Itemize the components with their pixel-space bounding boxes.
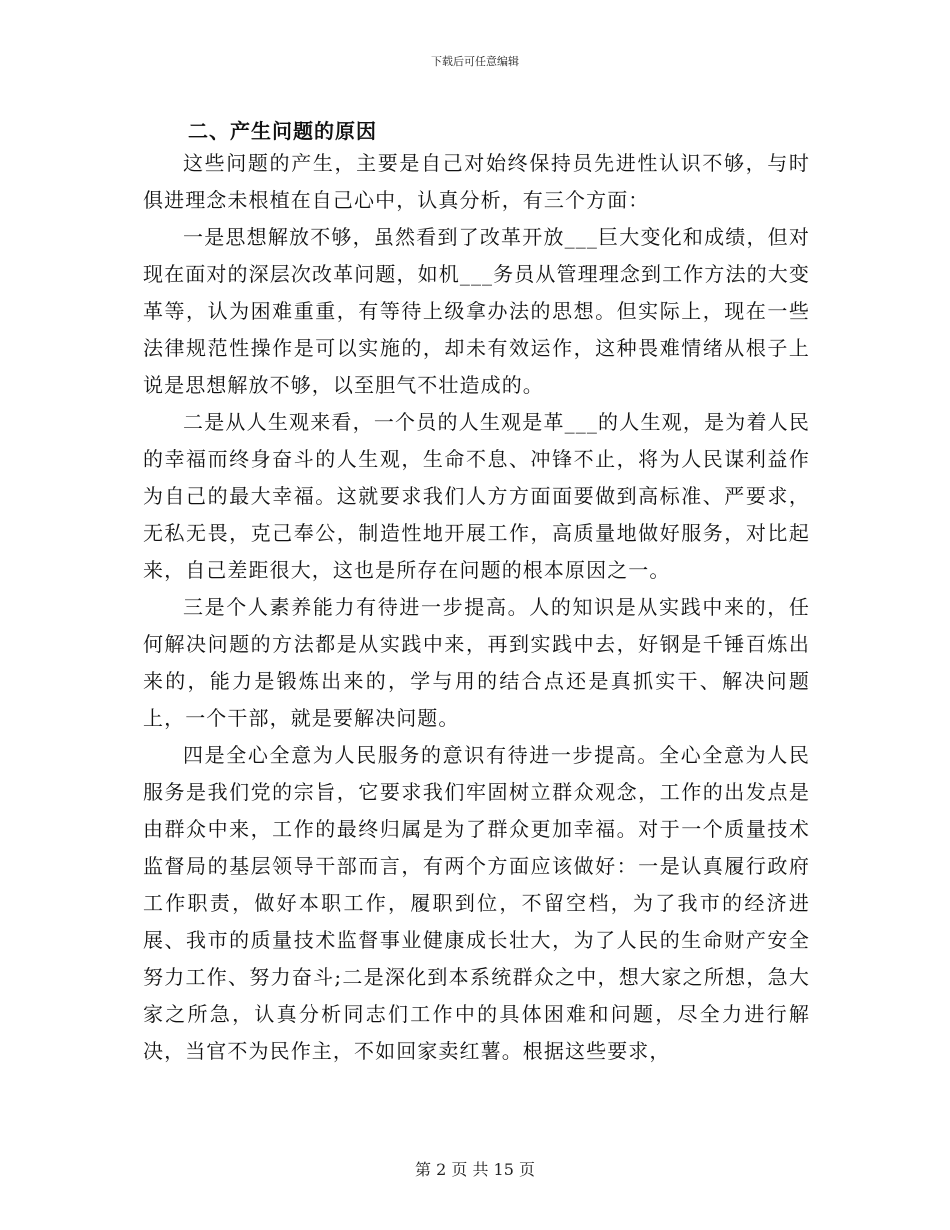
paragraph-reason-3: 三是个人素养能力有待进一步提高。人的知识是从实践中来的，任何解决问题的方法都是从实践中来，再到实践中去，好钢是千锤百炼出来的，能力是锻炼出来的，学与用的结合点还是真抓实干、解决问题上，一个干部，就是要解决问题。 xyxy=(143,595,810,730)
body-text xyxy=(143,145,810,1070)
section-heading: 二、产生问题的原因 xyxy=(188,119,377,143)
paragraph-intro: 这些问题的产生，主要是自己对始终保持员先进性认识不够，与时俱进理念未根植在自己心中，认真分析，有三个方面： xyxy=(143,151,810,212)
paragraph-reason-4: 四是全心全意为人民服务的意识有待进一步提高。全心全意为人民服务是我们党的宗旨，它要求我们牢固树立群众观念，工作的出发点是由群众中来，工作的最终归属是为了群众更加幸福。对于一个质量技术监督局的基层领导干部而言，有两个方面应该做好：一是认真履行政府工作职责，做好本职工作，履职到位，不留空档，为了我市的经济进展、我市的质量技术监督事业健康成长壮大，为了人民的生命财产安全努力工作、努力奋斗;二是深化到本系统群众之中，想大家之所想，急大家之所急，认真分析同志们工作中的具体困难和问题，尽全力进行解决，当官不为民作主，不如回家卖红薯。根据这些要求， xyxy=(143,743,810,1063)
page-header-note: 下载后可任意编辑 xyxy=(431,55,519,68)
paragraph-reason-2: 二是从人生观来看，一个员的人生观是革___的人生观，是为着人民的幸福而终身奋斗的人生观，生命不息、冲锋不止，将为人民谋利益作为自己的最大幸福。这就要求我们人方方面面要做到高标准、严要求，无私无畏，克己奉公，制造性地开展工作，高质量地做好服务，对比起来，自己差距很大，这也是所存在问题的根本原因之一。 xyxy=(143,410,810,582)
paragraph-reason-1: 一是思想解放不够，虽然看到了改革开放___巨大变化和成绩，但对现在面对的深层次改革问题，如机___务员从管理理念到工作方法的大变革等，认为困难重重，有等待上级拿办法的思想。但实际上，现在一些法律规范性操作是可以实施的，却未有效运作，这种畏难情绪从根子上说是思想解放不够，以至胆气不壮造成的。 xyxy=(143,225,810,397)
page-number-footer: 第 2 页 共 15 页 xyxy=(415,1160,535,1179)
